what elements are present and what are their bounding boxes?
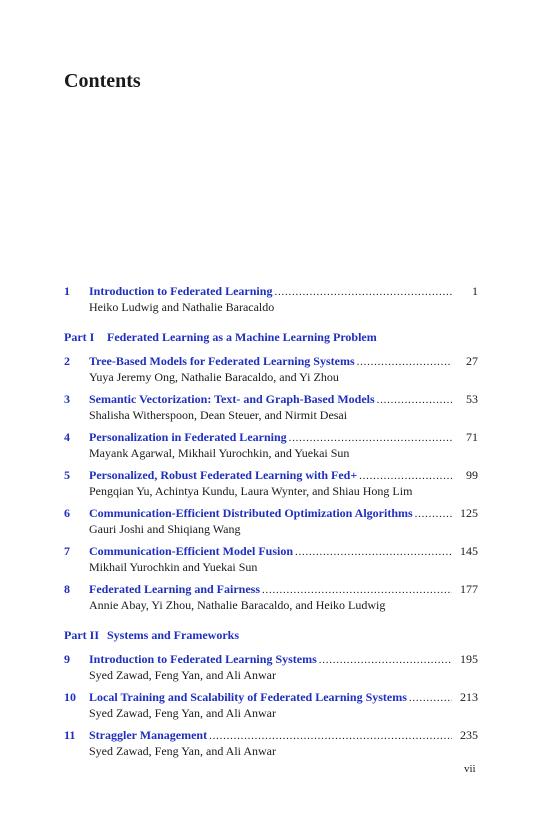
dot-leader	[319, 652, 452, 668]
chapter-number: 5	[64, 468, 70, 482]
chapter-title-link[interactable]: Introduction to Federated Learning	[89, 284, 273, 298]
part-heading[interactable]	[64, 329, 478, 345]
dot-leader	[415, 506, 452, 522]
part-label: Part I	[64, 330, 95, 344]
chapter-number: 6	[64, 506, 70, 520]
page-number: 53	[466, 392, 478, 406]
chapter-title-link[interactable]: Personalization in Federated Learning	[89, 430, 287, 444]
chapter-number: 9	[64, 652, 70, 666]
chapter-title-link[interactable]: Federated Learning and Fairness	[89, 582, 260, 596]
page-number: 125	[460, 506, 478, 520]
chapter-title-link[interactable]: Local Training and Scalability of Federated Learning Systems	[89, 690, 407, 704]
toc-entry[interactable]	[64, 283, 478, 315]
toc-entry[interactable]	[64, 391, 478, 423]
chapter-title-link[interactable]: Communication-Efficient Distributed Optimization Algorithms	[89, 506, 413, 520]
table-of-contents	[64, 283, 478, 765]
dot-leader	[409, 690, 452, 706]
page-number: 99	[466, 468, 478, 482]
page-number: 71	[466, 430, 478, 444]
dot-leader	[295, 544, 452, 560]
toc-entry[interactable]	[64, 543, 478, 575]
chapter-authors: Syed Zawad, Feng Yan, and Ali Anwar	[89, 706, 276, 720]
chapter-title-link[interactable]: Tree-Based Models for Federated Learning Systems	[89, 354, 355, 368]
page-number: 145	[460, 544, 478, 558]
chapter-number: 10	[64, 690, 76, 704]
chapter-authors: Mayank Agarwal, Mikhail Yurochkin, and Yuekai Sun	[89, 446, 350, 460]
chapter-authors: Syed Zawad, Feng Yan, and Ali Anwar	[89, 668, 276, 682]
chapter-authors: Mikhail Yurochkin and Yuekai Sun	[89, 560, 258, 574]
page-folio: vii	[464, 763, 476, 775]
chapter-title-link[interactable]: Personalized, Robust Federated Learning with Fed+	[89, 468, 358, 482]
chapter-authors: Shalisha Witherspoon, Dean Steuer, and Nirmit Desai	[89, 408, 348, 422]
chapter-authors: Heiko Ludwig and Nathalie Baracaldo	[89, 300, 275, 314]
part-title: Federated Learning as a Machine Learning Problem	[107, 330, 377, 344]
chapter-number: 4	[64, 430, 70, 444]
toc-entry[interactable]	[64, 581, 478, 613]
chapter-title-link[interactable]: Semantic Vectorization: Text- and Graph-Based Models	[89, 392, 375, 406]
dot-leader	[289, 430, 452, 446]
dot-leader	[209, 728, 452, 744]
chapter-number: 2	[64, 354, 70, 368]
chapter-number: 3	[64, 392, 70, 406]
chapter-number: 7	[64, 544, 70, 558]
dot-leader	[357, 354, 452, 370]
toc-entry[interactable]	[64, 353, 478, 385]
page-title: Contents	[64, 70, 141, 92]
chapter-title-link[interactable]: Straggler Management	[89, 728, 208, 742]
toc-entry[interactable]	[64, 429, 478, 461]
chapter-number: 1	[64, 284, 70, 298]
dot-leader	[274, 284, 452, 300]
page-number: 177	[460, 582, 478, 596]
chapter-title-link[interactable]: Communication-Efficient Model Fusion	[89, 544, 293, 558]
dot-leader	[262, 582, 452, 598]
toc-entry[interactable]	[64, 727, 478, 759]
toc-entry[interactable]	[64, 505, 478, 537]
chapter-title-link[interactable]: Introduction to Federated Learning Systems	[89, 652, 317, 666]
page-number: 1	[472, 284, 478, 298]
chapter-authors: Pengqian Yu, Achintya Kundu, Laura Wynter, and Shiau Hong Lim	[89, 484, 413, 498]
page-number: 27	[466, 354, 478, 368]
chapter-number: 11	[64, 728, 76, 742]
chapter-authors: Gauri Joshi and Shiqiang Wang	[89, 522, 241, 536]
part-label: Part II	[64, 628, 99, 642]
chapter-authors: Annie Abay, Yi Zhou, Nathalie Baracaldo, and Heiko Ludwig	[89, 598, 386, 612]
chapter-authors: Yuya Jeremy Ong, Nathalie Baracaldo, and Yi Zhou	[89, 370, 339, 384]
toc-entry[interactable]	[64, 689, 478, 721]
page-number: 195	[460, 652, 478, 666]
toc-entry[interactable]	[64, 467, 478, 499]
chapter-number: 8	[64, 582, 70, 596]
toc-entry[interactable]	[64, 651, 478, 683]
page-number: 235	[460, 728, 478, 742]
chapter-authors: Syed Zawad, Feng Yan, and Ali Anwar	[89, 744, 276, 758]
part-title: Systems and Frameworks	[107, 628, 239, 642]
part-heading[interactable]	[64, 627, 478, 643]
dot-leader	[377, 392, 452, 408]
page-number: 213	[460, 690, 478, 704]
dot-leader	[359, 468, 452, 484]
